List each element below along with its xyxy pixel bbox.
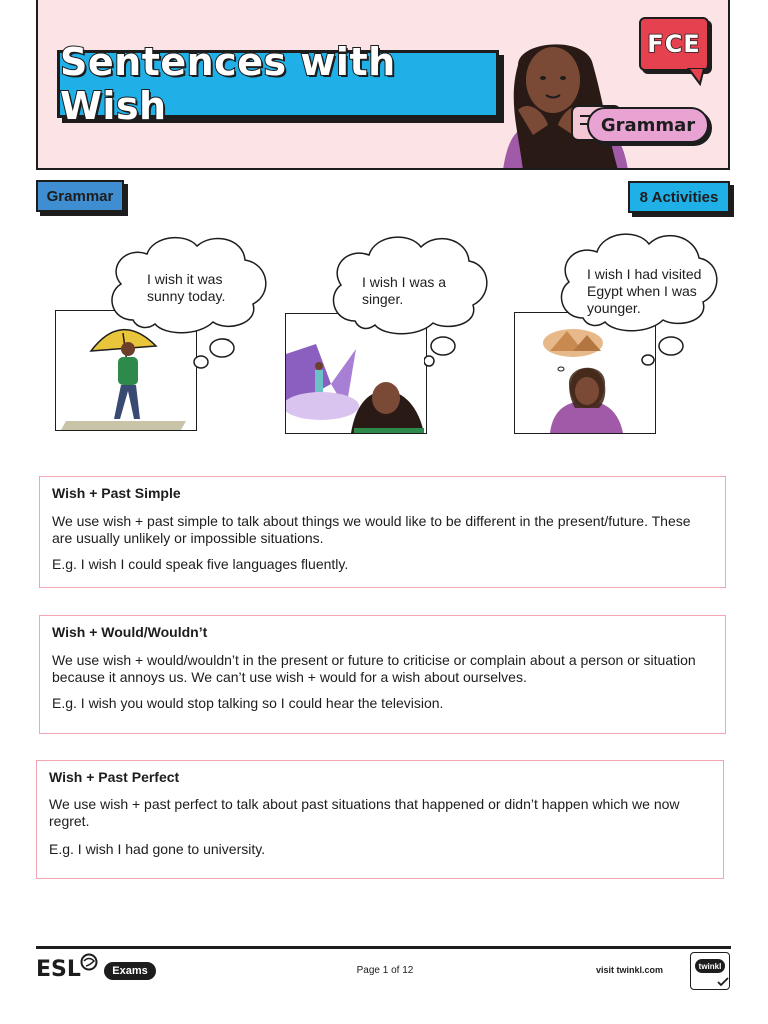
section-box-would [39,615,726,734]
section-heading: Wish + Past Perfect [49,769,180,785]
level-badge [639,17,709,71]
thought-dots-2 [424,335,460,369]
category-tag: Grammar [36,180,124,212]
section-body: We use wish + past perfect to talk about past situations that happened or didn’t happen which we now regret. [49,796,680,829]
section-body: We use wish + past simple to talk about things we would like to be different in the present/future. These are usually unlikely or impossible situations. [52,513,691,546]
section-box-past-simple [39,476,726,588]
level-badge-text: FCE [647,30,701,58]
page-title-text: Sentences with Wish [60,40,396,128]
exams-pill: Exams [104,962,156,980]
section-example: E.g. I wish you would stop talking so I could hear the television. [52,695,444,711]
checkmark-icon [717,977,729,987]
page-title [57,40,499,128]
thought-dots-1 [192,336,238,372]
footer-divider [36,946,731,949]
visit-link[interactable]: visit twinkl.com [596,965,664,975]
globe-icon [80,953,98,971]
category-pill-text: Grammar [600,114,696,136]
section-example: E.g. I wish I could speak five languages fluently. [52,556,349,572]
section-heading: Wish + Past Simple [52,485,181,501]
category-pill [587,107,709,143]
quality-badge [690,952,730,990]
bubble-text-2: I wish I was a singer. [362,274,447,307]
thought-dots-3 [640,334,688,370]
badge-tail-icon [686,68,706,88]
section-box-past-perfect [36,760,724,879]
bubble-text-1: I wish it was sunny today. [147,271,226,304]
activities-tag: 8 Activities [628,181,730,213]
esl-logo: ESL [36,957,81,982]
page-number: Page 1 of 12 [356,965,414,976]
twinkl-badge-text: twinkl [695,959,725,973]
section-heading: Wish + Would/Wouldn’t [52,624,208,640]
bubble-text-3: I wish I had visited Egypt when I was younger. [587,266,702,316]
section-body: We use wish + would/wouldn’t in the present or future to criticise or complain about a person or situation because it annoys us. We can’t use wish + would for a wish about ourselves. [52,652,696,685]
section-example: E.g. I wish I had gone to university. [49,841,266,857]
